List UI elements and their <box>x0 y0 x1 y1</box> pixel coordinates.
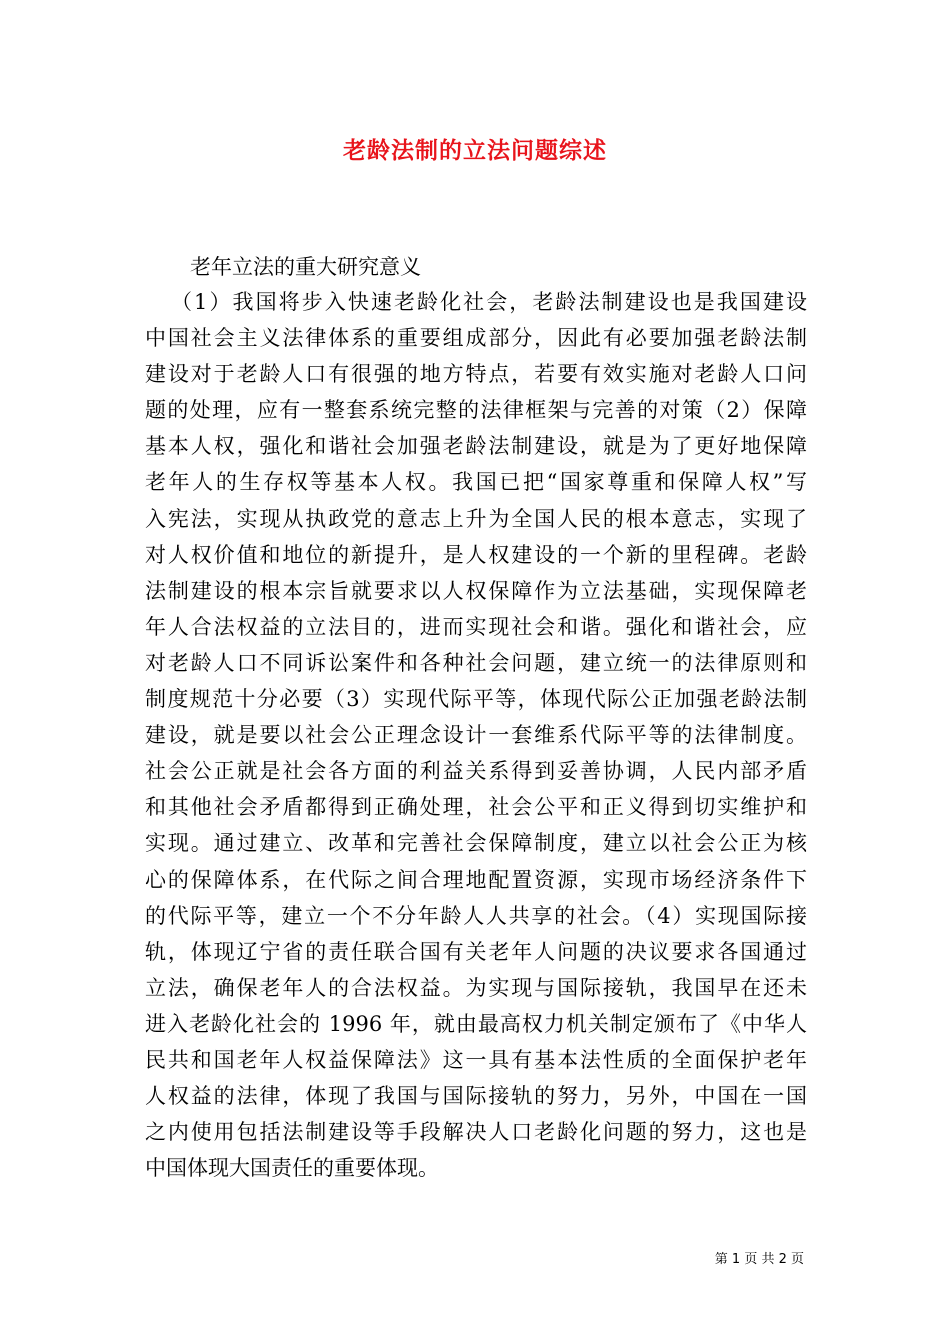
body-line: 民共和国老年人权益保障法》这一具有基本法性质的全面保护老年 <box>145 1047 807 1072</box>
body-line: 年人合法权益的立法目的，进而实现社会和谐。强化和谐社会，应 <box>145 614 807 639</box>
body-line: 老年人的生存权等基本人权。我国已把“国家尊重和保障人权”写 <box>145 470 807 495</box>
body-line: 中国社会主义法律体系的重要组成部分，因此有必要加强老龄法制 <box>145 326 807 351</box>
body-line: 社会公正就是社会各方面的利益关系得到妥善协调，人民内部矛盾 <box>145 759 807 784</box>
body-line: 中国体现大国责任的重要体现。 <box>145 1156 439 1181</box>
page-number-footer: 第 1 页 共 2 页 <box>714 1252 804 1267</box>
body-line: 入宪法，实现从执政党的意志上升为全国人民的根本意志，实现了 <box>145 506 807 531</box>
body-line: 法制建设的根本宗旨就要求以人权保障作为立法基础，实现保障老 <box>145 578 807 603</box>
body-line: 实现。通过建立、改革和完善社会保障制度，建立以社会公正为核 <box>145 831 807 856</box>
body-line: 之内使用包括法制建设等手段解决人口老龄化问题的努力，这也是 <box>145 1120 807 1145</box>
document-title: 老龄法制的立法问题综述 <box>343 137 607 164</box>
body-line: 建设对于老龄人口有很强的地方特点，若要有效实施对老龄人口问 <box>145 362 807 387</box>
section-heading: 老年立法的重大研究意义 <box>190 255 421 279</box>
body-line: 对老龄人口不同诉讼案件和各种社会问题，建立统一的法律原则和 <box>145 650 807 675</box>
body-line: 人权益的法律，体现了我国与国际接轨的努力，另外，中国在一国 <box>145 1084 807 1109</box>
body-line: 基本人权，强化和谐社会加强老龄法制建设，就是为了更好地保障 <box>145 434 807 459</box>
body-line: （1）我国将步入快速老龄化社会，老龄法制建设也是我国建设 <box>171 290 807 314</box>
body-line: 轨，体现辽宁省的责任联合国有关老年人问题的决议要求各国通过 <box>145 939 807 964</box>
body-line: 的代际平等，建立一个不分年龄人人共享的社会。（4）实现国际接 <box>145 903 807 928</box>
body-line: 对人权价值和地位的新提升，是人权建设的一个新的里程碑。老龄 <box>145 542 807 567</box>
body-paragraph <box>145 284 807 1186</box>
body-line: 立法，确保老年人的合法权益。为实现与国际接轨，我国早在还未 <box>145 975 807 1000</box>
body-line: 和其他社会矛盾都得到正确处理，社会公平和正义得到切实维护和 <box>145 795 807 820</box>
body-line: 心的保障体系，在代际之间合理地配置资源，实现市场经济条件下 <box>145 867 807 892</box>
body-line: 建设，就是要以社会公正理念设计一套维系代际平等的法律制度。 <box>145 723 807 748</box>
body-line: 题的处理，应有一整套系统完整的法律框架与完善的对策（2）保障 <box>145 398 807 423</box>
body-line: 进入老龄化社会的 1996 年，就由最高权力机关制定颁布了《中华人 <box>145 1011 807 1036</box>
body-line: 制度规范十分必要（3）实现代际平等，体现代际公正加强老龄法制 <box>145 687 807 712</box>
